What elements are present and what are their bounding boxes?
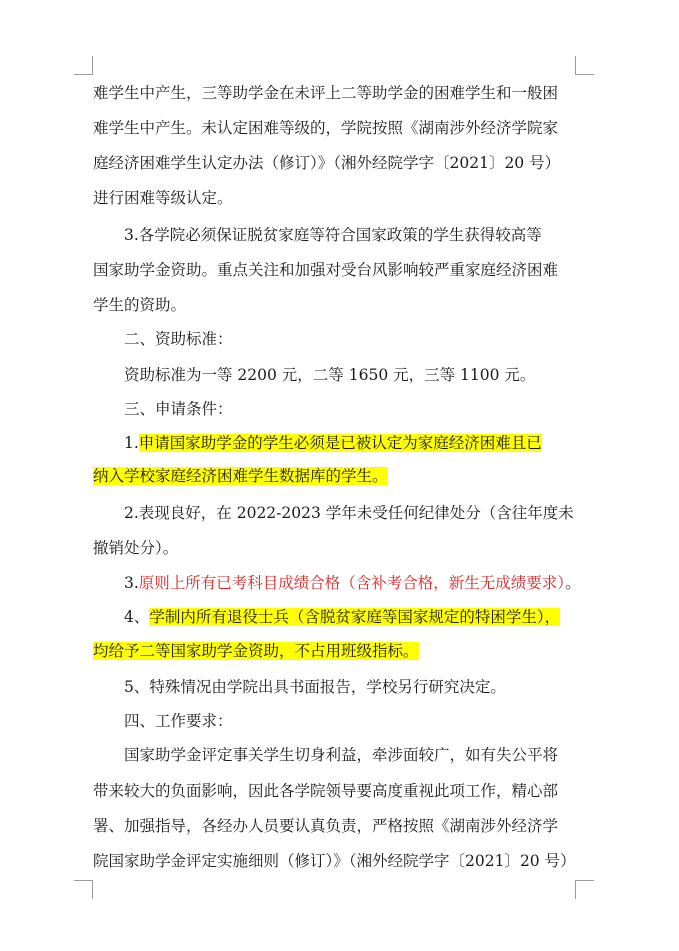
- text-line: 5、特殊情况由学院出具书面报告，学校另行研究决定。: [124, 678, 506, 696]
- text-line: [93, 636, 419, 666]
- text-line: 署、加强指导，各经办人员要认真负责，严格按照《湖南涉外经济学: [93, 817, 559, 835]
- highlighted-text: 申请国家助学金的学生必须是已被认定为家庭经济困难且已: [138, 434, 542, 452]
- text-line: 3.各学院必须保证脱贫家庭等符合国家政策的学生获得较高等: [124, 226, 542, 244]
- section-heading: 四、工作要求：: [124, 712, 233, 730]
- text-line: 国家助学金评定事关学生切身利益，牵涉面较广，如有失公平将: [124, 746, 559, 764]
- page-corner-mark: [575, 880, 594, 899]
- text-line: 资助标准为一等 2200 元，二等 1650 元，三等 1100 元。: [124, 366, 536, 384]
- text-line: 2.表现良好，在 2022-2023 学年未受任何纪律处分（含往年度未: [124, 504, 574, 522]
- highlighted-text: 纳入学校家庭经济困难学生数据库的学生。: [93, 467, 388, 485]
- section-heading: 三、申请条件：: [124, 400, 233, 418]
- text-line: 国家助学金资助。重点关注和加强对受台风影响较严重家庭经济困难: [93, 261, 559, 279]
- punctuation: 。: [565, 574, 581, 592]
- item-number: 3.: [124, 574, 139, 592]
- highlighted-text: 均给予二等国家助学金资助，不占用班级指标。: [93, 642, 419, 660]
- item-number: 4、: [124, 608, 150, 626]
- page-corner-mark: [575, 56, 594, 75]
- text-line: [124, 568, 581, 598]
- section-heading: 二、资助标准：: [124, 330, 233, 348]
- red-emphasis-text: 原则上所有已考科目成绩合格（含补考合格，新生无成绩要求）: [138, 574, 566, 592]
- text-line: 进行困难等级认定。: [93, 189, 233, 207]
- item-number: 1.: [124, 434, 139, 452]
- text-line: 学生的资助。: [93, 296, 187, 314]
- text-line: 难学生中产生，三等助学金在未评上二等助学金的困难学生和一般困: [93, 84, 559, 102]
- text-line: [124, 602, 560, 632]
- text-line: 院国家助学金评定实施细则（修订）》（湘外经院学字〔2021〕20 号）: [93, 852, 576, 870]
- page-corner-mark: [74, 880, 93, 899]
- text-line: 难学生中产生。未认定困难等级的，学院按照《湖南涉外经济学院家: [93, 119, 559, 137]
- text-line: [93, 461, 388, 491]
- text-line: [124, 428, 542, 458]
- text-line: 带来较大的负面影响，因此各学院领导要高度重视此项工作，精心部: [93, 782, 559, 800]
- text-line: 庭经济困难学生认定办法（修订）》（湘外经院学字〔2021〕20 号）: [93, 154, 561, 172]
- highlighted-text: 学制内所有退役士兵（含脱贫家庭等国家规定的特困学生），: [149, 608, 561, 626]
- text-line: 撤销处分）。: [93, 539, 179, 557]
- page-corner-mark: [74, 56, 93, 75]
